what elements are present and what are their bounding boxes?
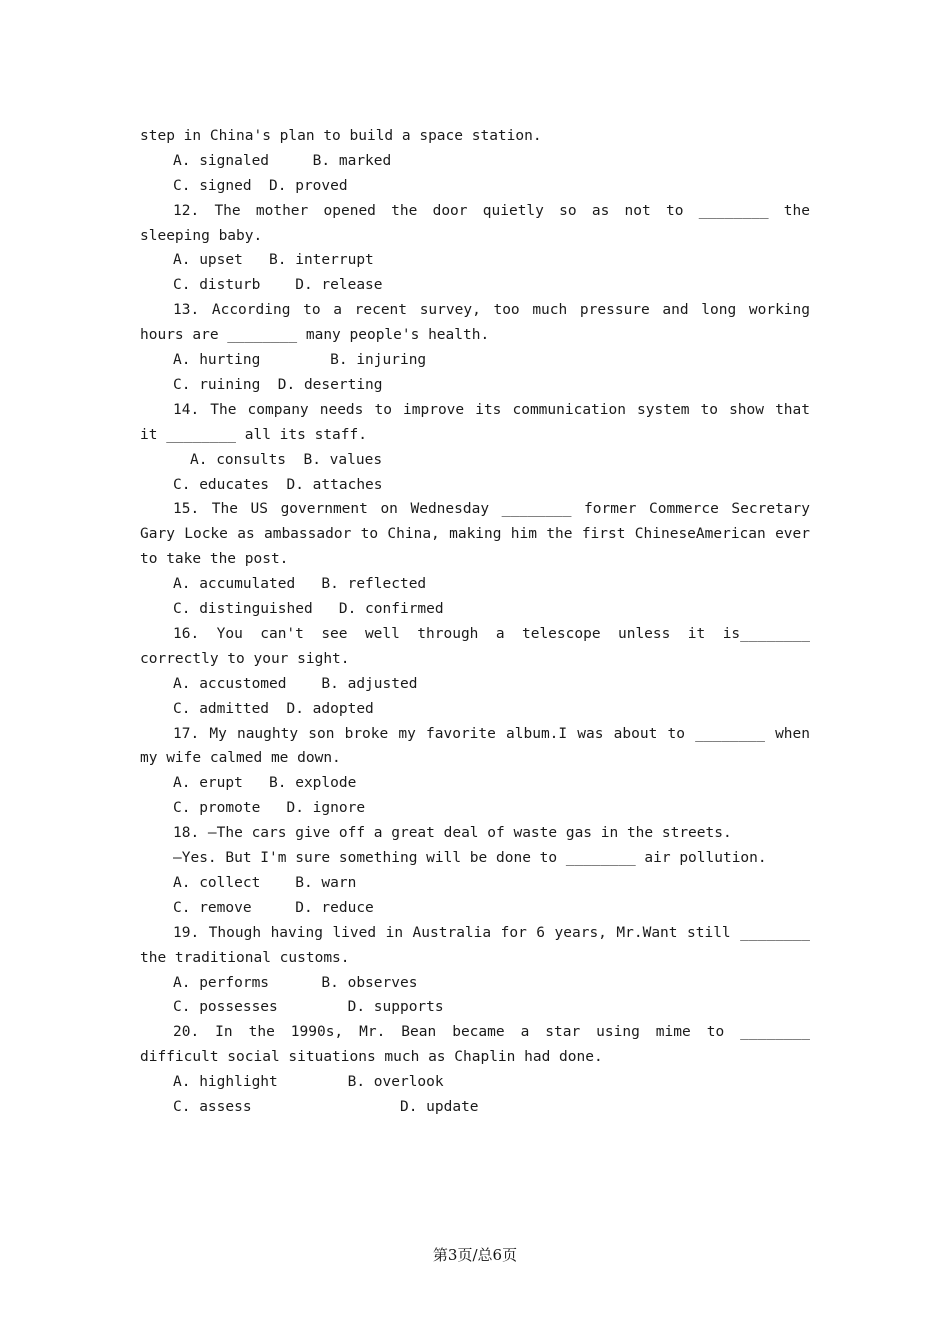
page-number-footer: 第3页/总6页 <box>432 1246 518 1264</box>
question-18-options-cd: C. remove D. reduce <box>173 899 374 916</box>
question-11-continuation: step in China's plan to build a space station. <box>140 128 542 144</box>
question-12-options-cd: C. disturb D. release <box>173 277 383 294</box>
question-12-stem: 12. The mother opened the door quietly so as not to ________ the sleeping baby. <box>140 202 810 244</box>
question-13-options-cd: C. ruining D. deserting <box>173 376 383 393</box>
question-14-options-cd: C. educates D. attaches <box>173 476 383 493</box>
question-14-stem: 14. The company needs to improve its communication system to show that it ________ all its staff. <box>140 401 810 443</box>
question-19-options-ab: A. performs B. observes <box>173 974 418 991</box>
question-15-options-ab: A. accumulated B. reflected <box>173 576 427 593</box>
exercise-content <box>140 124 810 1120</box>
question-12-options-ab: A. upset B. interrupt <box>173 252 374 269</box>
question-11-options-cd: C. signed D. proved <box>173 177 348 194</box>
question-18-reply: —Yes. But I'm sure something will be done to ________ air pollution. <box>173 850 767 867</box>
question-17-options-ab: A. erupt B. explode <box>173 775 357 792</box>
question-16-options-cd: C. admitted D. adopted <box>173 700 374 717</box>
question-20-stem: 20. In the 1990s, Mr. Bean became a star using mime to ________ difficult social situations much as Chaplin had done. <box>140 1024 810 1066</box>
question-19-options-cd: C. possesses D. supports <box>173 999 444 1016</box>
question-20-options-ab: A. highlight B. overlook <box>173 1074 444 1091</box>
question-13-options-ab: A. hurting B. injuring <box>173 352 427 369</box>
question-13-stem: 13. According to a recent survey, too much pressure and long working hours are ________ many people's health. <box>140 302 810 344</box>
question-19-stem: 19. Though having lived in Australia for 6 years, Mr.Want still ________ the traditional customs. <box>140 924 810 966</box>
question-14-options-ab: A. consults B. values <box>190 451 383 468</box>
question-15-stem: 15. The US government on Wednesday ________ former Commerce Secretary Gary Locke as ambassador to China, making him the first ChineseAmerican ever to take the post. <box>140 501 810 568</box>
question-20-options-cd: C. assess D. update <box>173 1099 479 1116</box>
question-18-options-ab: A. collect B. warn <box>173 874 357 891</box>
question-15-options-cd: C. distinguished D. confirmed <box>173 601 444 618</box>
question-17-options-cd: C. promote D. ignore <box>173 800 366 817</box>
question-16-options-ab: A. accustomed B. adjusted <box>173 675 418 692</box>
question-16-stem: 16. You can't see well through a telescope unless it is________ correctly to your sight. <box>140 625 810 667</box>
question-17-stem: 17. My naughty son broke my favorite album.I was about to ________ when my wife calmed me down. <box>140 725 810 767</box>
question-18-stem: 18. —The cars give off a great deal of waste gas in the streets. <box>173 825 732 842</box>
question-11-options-ab: A. signaled B. marked <box>173 152 392 169</box>
